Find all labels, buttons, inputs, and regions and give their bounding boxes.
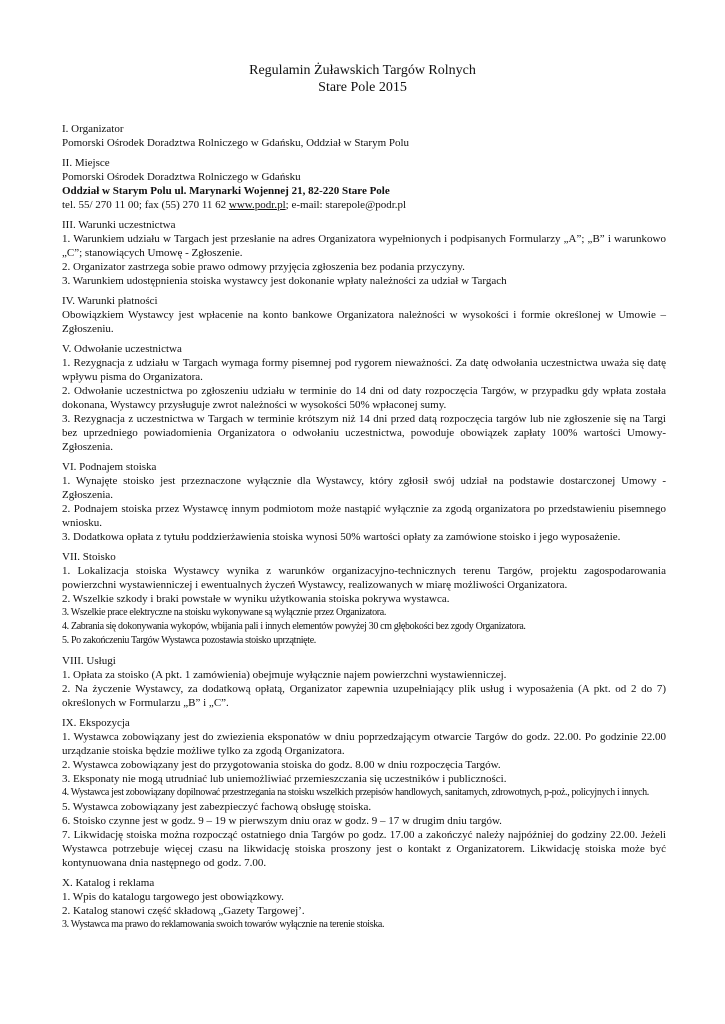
section-heading: I. Organizator — [62, 123, 124, 135]
section-heading: VII. Stoisko — [62, 551, 116, 563]
section-paragraph: 3. Warunkiem udostępnienia stoiska wystawcy jest dokonanie wpłaty należności za udział w Targach — [62, 275, 507, 287]
section-paragraph: 4. Zabrania się dokonywania wykopów, wbijania pali i innych elementów powyżej 30 cm głębokości bez zgody Organizatora. — [62, 621, 526, 632]
section — [62, 342, 666, 454]
section — [62, 294, 666, 336]
section-paragraph: 1. Wystawca zobowiązany jest do zwiezienia eksponatów w dniu poprzedzającym otwarcie Targów do godz. 22.00. Po godzinie 22.00 urządzanie stoiska będzie możliwe tylko za zgodą Organizatora. — [62, 731, 666, 757]
section-paragraph: 3. Eksponaty nie mogą utrudniać lub uniemożliwiać przemieszczania się uczestników i publiczności. — [62, 773, 507, 785]
section-heading: IX. Ekspozycja — [62, 717, 130, 729]
section-paragraph: 3. Rezygnacja z uczestnictwa w Targach w terminie krótszym niż 14 dni przed datą rozpoczęcia targów lub nie zgłoszenie się na Targi bez uprzedniego powiadomienia Organizatora o odwołaniu uczestnictwa, powoduje obowiązek zapłaty 100% wartości Umowy- Zgłoszenia. — [62, 413, 666, 453]
regulations-body — [62, 122, 666, 932]
document-title — [0, 62, 725, 96]
section-paragraph: 1. Warunkiem udziału w Targach jest przesłanie na adres Organizatora wypełnionych i podpisanych Formularzy „A”; „B” i warunkowo „C”; stanowiących Umowę - Zgłoszenie. — [62, 233, 666, 259]
section — [62, 654, 666, 710]
section-heading: VIII. Usługi — [62, 655, 116, 667]
section-paragraph: 1. Opłata za stoisko (A pkt. 1 zamówienia) obejmuje wyłącznie najem powierzchni wystawienniczej. — [62, 669, 507, 681]
section-paragraph: 2. Wszelkie szkody i braki powstałe w wyniku użytkowania stoiska pokrywa wystawca. — [62, 593, 450, 605]
section-paragraph: 3. Dodatkowa opłata z tytułu poddzierżawienia stoiska wynosi 50% wartości opłaty za zamówione stoisko i jego wyposażenie. — [62, 531, 621, 543]
contact-email: ; e-mail: starepole@podr.pl — [285, 199, 407, 211]
contact-phone-fax: tel. 55/ 270 11 00; fax (55) 270 11 62 — [62, 199, 227, 211]
section-paragraph: 2. Wystawca zobowiązany jest do przygotowania stoiska do godz. 8.00 w dniu rozpoczęcia Targów. — [62, 759, 501, 771]
section-heading: X. Katalog i reklama — [62, 877, 155, 889]
section-paragraph — [62, 198, 666, 212]
section-heading: VI. Podnajem stoiska — [62, 461, 157, 473]
section-paragraph: Oddział w Starym Polu ul. Marynarki Wojennej 21, 82-220 Stare Pole — [62, 185, 390, 197]
section-heading: II. Miejsce — [62, 157, 110, 169]
section — [62, 218, 666, 288]
section — [62, 122, 666, 150]
section-paragraph: 5. Po zakończeniu Targów Wystawca pozostawia stoisko uprzątnięte. — [62, 635, 316, 646]
section-heading: III. Warunki uczestnictwa — [62, 219, 176, 231]
section — [62, 156, 666, 212]
section-paragraph: 1. Wpis do katalogu targowego jest obowiązkowy. — [62, 891, 284, 903]
website-link[interactable]: www.podr.pl — [228, 199, 286, 211]
section-paragraph: 5. Wystawca zobowiązany jest zabezpieczyć fachową obsługę stoiska. — [62, 801, 372, 813]
section-paragraph: 2. Na życzenie Wystawcy, za dodatkową opłatą, Organizator zapewnia uzupełniający plik usług i wyposażenia (A pkt. od 2 do 7) określonych w Formularzu „B” i „C”. — [62, 683, 666, 709]
section-paragraph: 1. Wynajęte stoisko jest przeznaczone wyłącznie dla Wystawcy, który zgłosił swój udział na podstawie dostarczonej Umowy - Zgłoszenia. — [62, 475, 666, 501]
section-paragraph: 1. Lokalizacja stoiska Wystawcy wynika z warunków organizacyjno-technicznych terenu Targów, projektu zagospodarowania powierzchni wystawienniczej i ewentualnych życzeń Wystawcy, realizowanych w miarę możliwości Organizatora. — [62, 565, 666, 591]
section — [62, 716, 666, 870]
section — [62, 876, 666, 932]
section-heading: V. Odwołanie uczestnictwa — [62, 343, 182, 355]
section-heading: IV. Warunki płatności — [62, 295, 158, 307]
section — [62, 550, 666, 648]
section-paragraph: 2. Podnajem stoiska przez Wystawcę innym podmiotom może nastąpić wyłącznie za zgodą organizatora po przedstawieniu pisemnego wniosku. — [62, 503, 666, 529]
section-paragraph: Obowiązkiem Wystawcy jest wpłacenie na konto bankowe Organizatora należności w wysokości i formie określonej w Umowie – Zgłoszeniu. — [62, 309, 666, 335]
title-line-2: Stare Pole 2015 — [318, 80, 407, 95]
section-paragraph: 7. Likwidację stoiska można rozpocząć ostatniego dnia Targów po godz. 17.00 a zakończyć należy najpóźniej do godziny 22.00. Jeżeli Wystawca potrzebuje więcej czasu na likwidację stoiska proszony jest o kontakt z Organizatorem. Likwidację stoiska może być kontynuowana dnia następnego od godz. 7.00. — [62, 829, 666, 869]
section-paragraph: 1. Rezygnacja z udziału w Targach wymaga formy pisemnej pod rygorem nieważności. Za datę odwołania uczestnictwa uważa się datę wpływu pisma do Organizatora. — [62, 357, 666, 383]
section-paragraph: 2. Organizator zastrzega sobie prawo odmowy przyjęcia zgłoszenia bez podania przyczyny. — [62, 261, 465, 273]
section-paragraph: 4. Wystawca jest zobowiązany dopilnować przestrzegania na stoisku wszelkich przepisów handlowych, sanitarnych, zdrowotnych, p-poż., policyjnych i innych. — [62, 787, 649, 798]
section-paragraph: 6. Stoisko czynne jest w godz. 9 – 19 w pierwszym dniu oraz w godz. 9 – 17 w drugim dniu targów. — [62, 815, 502, 827]
section-paragraph: 2. Katalog stanowi część składową „Gazety Targowej’. — [62, 905, 305, 917]
section — [62, 460, 666, 544]
title-line-1: Regulamin Żuławskich Targów Rolnych — [249, 63, 476, 78]
section-paragraph: 2. Odwołanie uczestnictwa po zgłoszeniu udziału w terminie do 14 dni od daty rozpoczęcia Targów, w przypadku gdy wpłata została dokonana, Wystawcy przysługuje zwrot należności w wysokości 50% wpłaconej sumy. — [62, 385, 666, 411]
section-paragraph: Pomorski Ośrodek Doradztwa Rolniczego w Gdańsku — [62, 171, 301, 183]
section-paragraph: 3. Wszelkie prace elektryczne na stoisku wykonywane są wyłącznie przez Organizatora. — [62, 607, 386, 618]
section-paragraph: Pomorski Ośrodek Doradztwa Rolniczego w Gdańsku, Oddział w Starym Polu — [62, 137, 410, 149]
section-paragraph: 3. Wystawca ma prawo do reklamowania swoich towarów wyłącznie na terenie stoiska. — [62, 919, 385, 930]
